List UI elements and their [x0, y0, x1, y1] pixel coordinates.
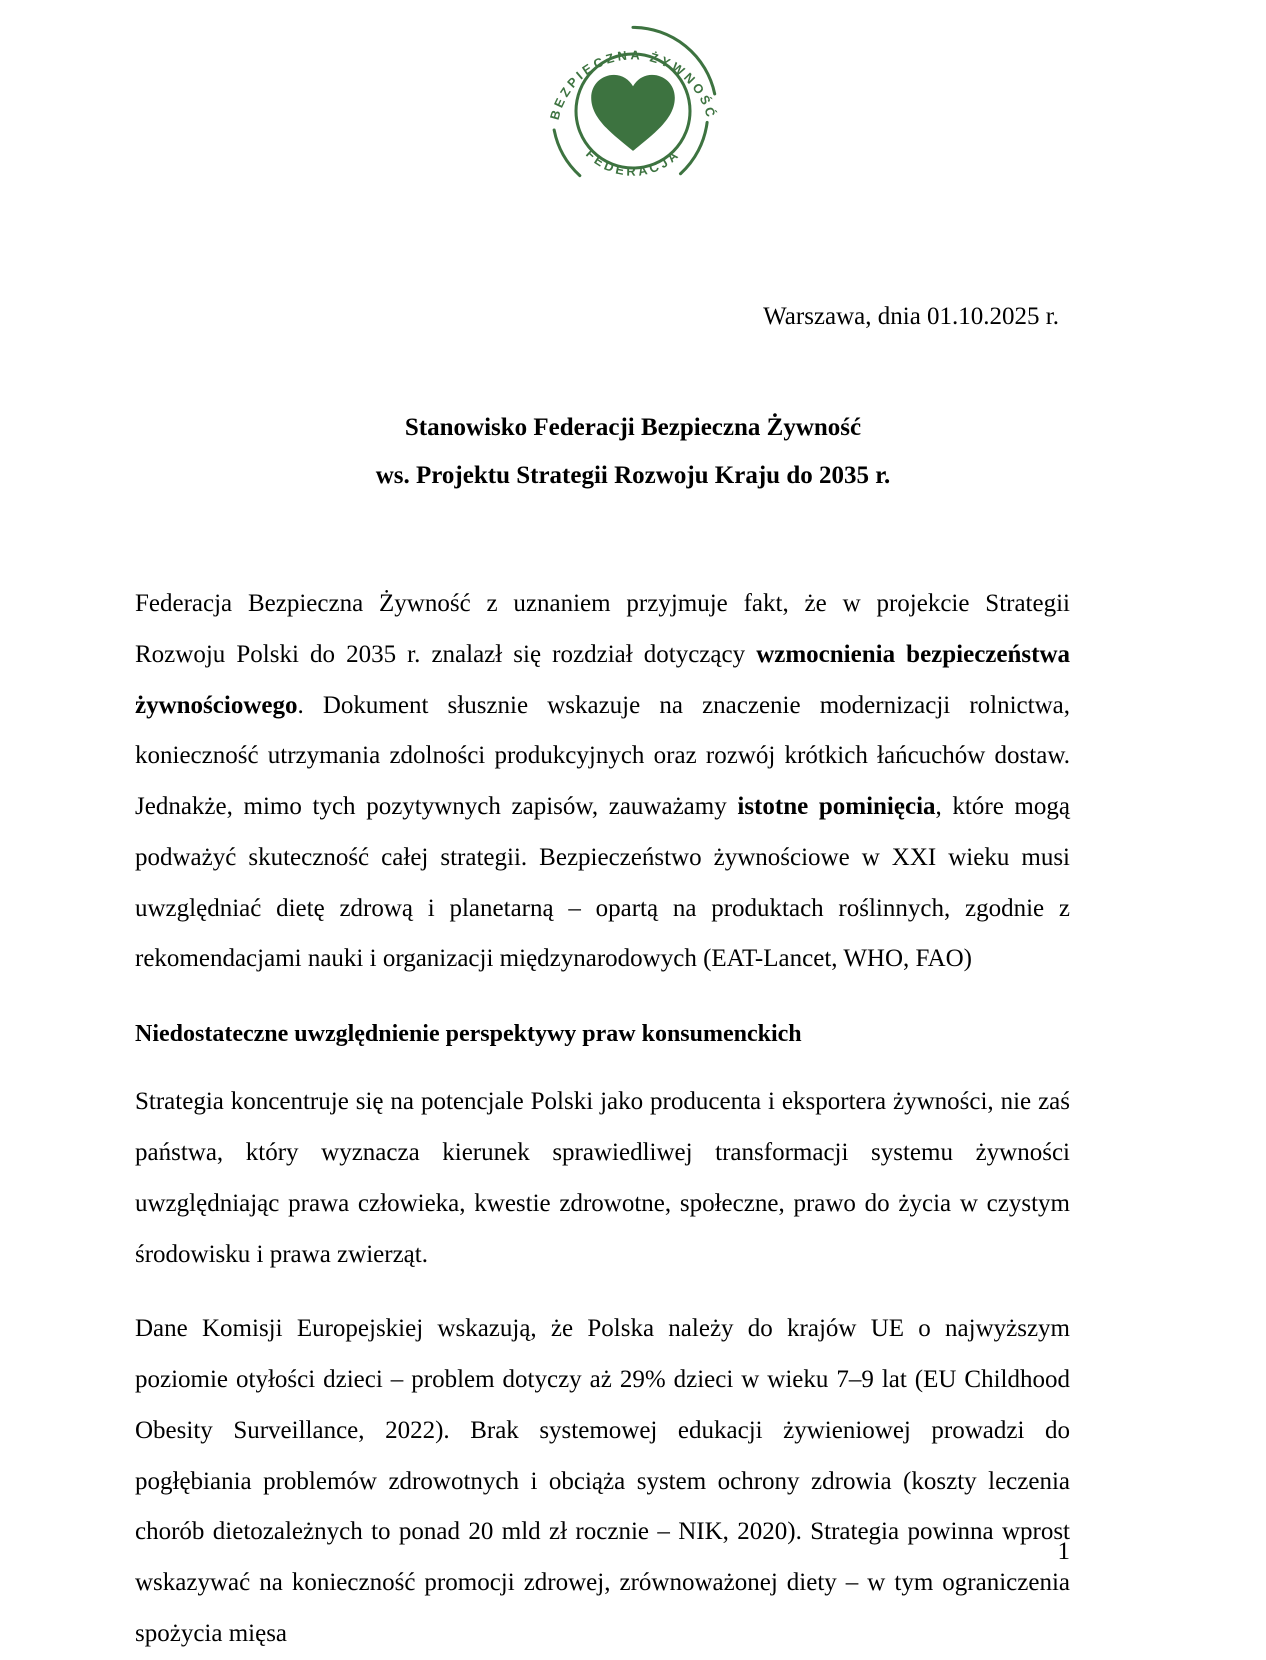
paragraph-1-bold-1: wzmocnienia bezpieczeństwa żywnościowego	[135, 640, 1071, 719]
subheading-consumer-rights: Niedostateczne uwzględnienie perspektywy praw konsumenckich	[135, 1021, 802, 1047]
paragraph-1-part-3: , które mogą podważyć skuteczność całej strategii. Bezpieczeństwo żywnościowe w XXI wieku musi uwzględniać dietę zdrową i planetarną – opartą na produktach roślinnych, zgodnie z rekomendacjami nauki i organizacji międzynarodowych (EAT-Lancet, WHO, FAO)	[135, 793, 1070, 973]
paragraph-1-bold-2: istotne pominięcia	[737, 793, 936, 820]
paragraph-3: Dane Komisji Europejskiej wskazują, że Polska należy do krajów UE o najwyższym poziomie otyłości dzieci – problem dotyczy aż 29% dzieci w wieku 7–9 lat (EU Childhood Obesity Surveillance, 2022). Brak systemowej edukacji żywieniowej prowadzi do pogłębiania problemów zdrowotnych i obciąża system ochrony zdrowia (koszty leczenia chorób dietozależnych to ponad 20 mld zł rocznie – NIK, 2020). Strategia powinna wprost wskazywać na konieczność promocji zdrowej, zrównoważonej diety – w tym ograniczenia spożycia mięsa	[135, 1315, 1070, 1647]
logo-container	[0, 0, 1266, 206]
date-line: Warszawa, dnia 01.10.2025 r.	[763, 303, 1059, 330]
logo-outer-arc-lower-left	[554, 130, 580, 176]
paragraph-1-part-1: Federacja Bezpieczna Żywność z uznaniem przyjmuje fakt, że w projekcie Strategii Rozwoju Polski do 2035 r. znalazł się rozdział dotyczący	[135, 590, 1070, 668]
bezpieczna-zywnosc-federacja-logo	[538, 16, 728, 206]
document-title	[0, 404, 1266, 502]
paragraph-1	[135, 579, 1070, 985]
logo-top-arc-text: BEZPIECZNA ŻYWNOŚĆ	[546, 47, 720, 122]
heart-icon	[591, 75, 675, 151]
logo-bottom-arc-text: FEDERACJA	[583, 145, 683, 179]
title-line-1: Stanowisko Federacji Bezpieczna Żywność	[404, 413, 862, 441]
logo-outer-arc-lower-right	[681, 122, 708, 173]
paragraph-1-part-2: . Dokument słusznie wskazuje na znaczenie modernizacji rolnictwa, konieczność utrzymania zdolności produkcyjnych oraz rozwój krótkich łańcuchów dostaw. Jednakże, mimo tych pozytywnych zapisów, zauważamy	[135, 691, 1070, 820]
title-line-2: ws. Projektu Strategii Rozwoju Kraju do 2035 r.	[375, 462, 891, 490]
document-body	[0, 579, 1266, 1660]
page-number: 1	[1057, 1538, 1070, 1565]
paragraph-2: Strategia koncentruje się na potencjale Polski jako producenta i eksportera żywności, nie zaś państwa, który wyznacza kierunek sprawiedliwej transformacji systemu żywności uwzględniając prawa człowieka, kwestie zdrowotne, społeczne, prawo do życia w czystym środowisku i prawa zwierząt.	[135, 1088, 1070, 1268]
